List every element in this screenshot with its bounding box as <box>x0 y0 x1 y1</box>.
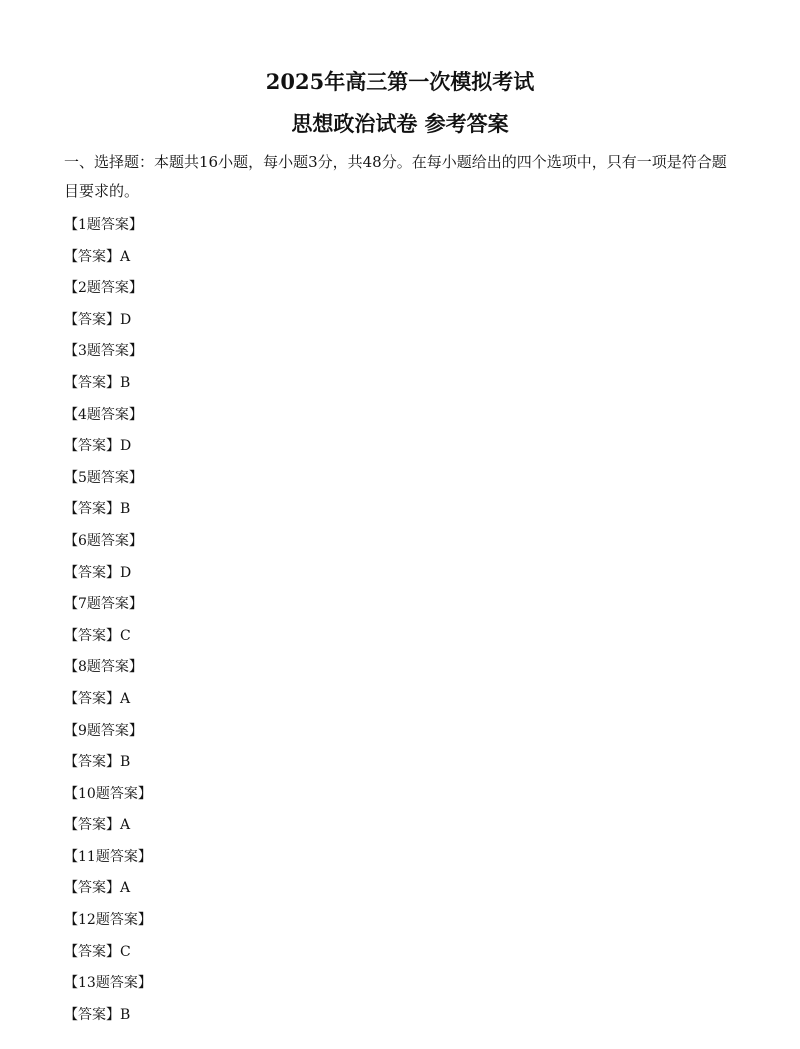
answer-item <box>64 526 734 589</box>
answer-item <box>64 210 734 273</box>
answer-value: 【答案】A <box>64 817 131 834</box>
answer-item <box>64 652 734 715</box>
answer-value: 【答案】D <box>64 311 132 328</box>
question-heading: 【8题答案】 <box>64 659 143 676</box>
question-heading: 【12题答案】 <box>64 912 152 929</box>
answer-item <box>64 779 734 842</box>
answer-item <box>64 400 734 463</box>
question-heading: 【4题答案】 <box>64 406 143 423</box>
answer-item <box>64 716 734 779</box>
question-heading: 【10题答案】 <box>64 785 152 802</box>
page-subtitle: 思想政治试卷 参考答案 <box>291 111 509 136</box>
answer-item <box>64 968 734 1031</box>
section-instructions: 一、选择题：本题共16小题，每小题3分，共48分。在每小题给出的四个选项中，只有一项是符合题目要求的。 <box>64 153 727 200</box>
question-heading: 【5题答案】 <box>64 469 143 486</box>
answer-value: 【答案】D <box>64 438 132 455</box>
answer-value: 【答案】A <box>64 248 131 265</box>
answer-value: 【答案】C <box>64 943 131 960</box>
answer-value: 【答案】C <box>64 627 131 644</box>
question-heading: 【11题答案】 <box>64 848 152 865</box>
answer-list <box>64 210 734 1031</box>
answer-item <box>64 589 734 652</box>
answer-item <box>64 842 734 905</box>
question-heading: 【6题答案】 <box>64 532 143 549</box>
answer-item <box>64 336 734 399</box>
question-heading: 【3题答案】 <box>64 343 143 360</box>
answer-item <box>64 463 734 526</box>
answer-value: 【答案】B <box>64 1006 131 1023</box>
answer-item <box>64 273 734 336</box>
answer-item <box>64 905 734 968</box>
answer-value: 【答案】D <box>64 564 132 581</box>
question-heading: 【13题答案】 <box>64 975 152 992</box>
question-heading: 【2题答案】 <box>64 280 143 297</box>
page-title: 2025年高三第一次模拟考试 <box>265 69 535 94</box>
answer-value: 【答案】B <box>64 374 131 391</box>
answer-value: 【答案】B <box>64 501 131 518</box>
answer-value: 【答案】A <box>64 880 131 897</box>
answer-value: 【答案】B <box>64 754 131 771</box>
question-heading: 【1题答案】 <box>64 217 143 233</box>
question-heading: 【9题答案】 <box>64 722 143 739</box>
answer-value: 【答案】A <box>64 690 131 707</box>
question-heading: 【7题答案】 <box>64 596 143 613</box>
